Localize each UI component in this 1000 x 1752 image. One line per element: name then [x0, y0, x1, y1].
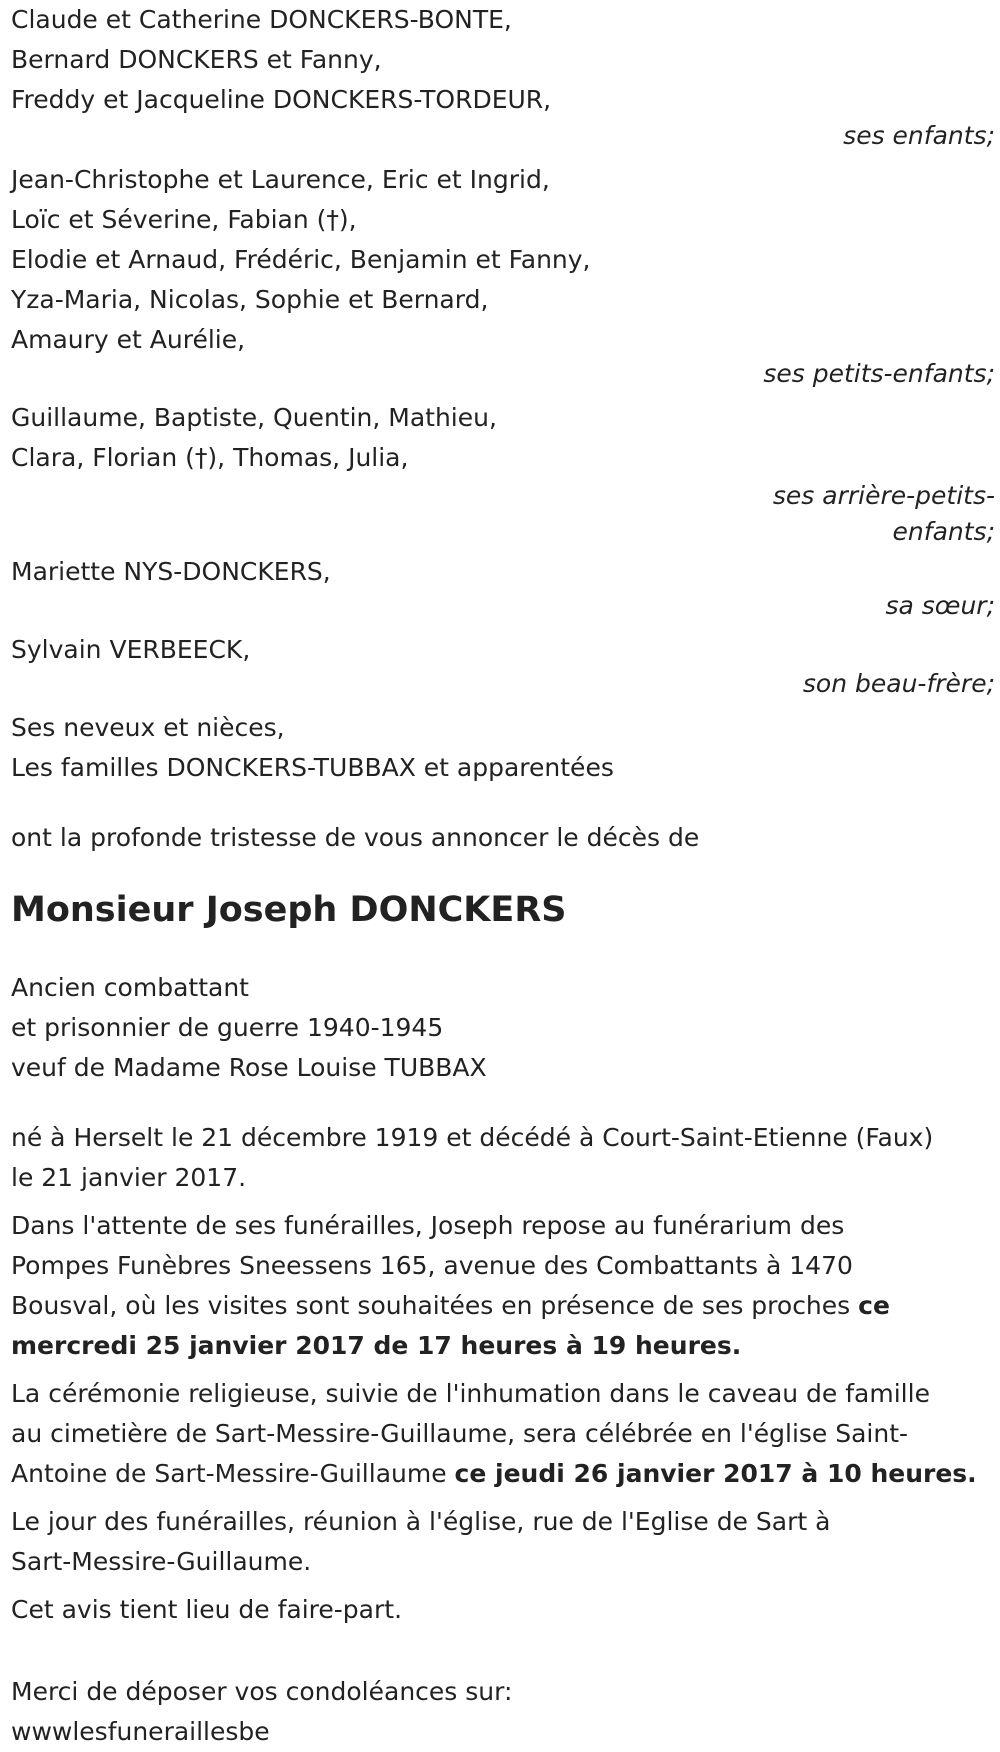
family-line: Guillaume, Baptiste, Quentin, Mathieu, — [11, 403, 497, 432]
paragraph-line — [11, 1286, 995, 1326]
family-line: Claude et Catherine DONCKERS-BONTE, — [11, 5, 512, 34]
birth-death-paragraph — [11, 1118, 995, 1198]
paragraph-line: La cérémonie religieuse, suivie de l'inhumation dans le caveau de famille — [11, 1379, 930, 1408]
family-line: Clara, Florian (†), Thomas, Julia, — [11, 443, 409, 472]
family-line: Les familles DONCKERS-TUBBAX et apparentées — [11, 753, 614, 782]
visit-date-emphasis: mercredi 25 janvier 2017 de 17 heures à 19 heures. — [11, 1331, 742, 1360]
announcement-text: ont la profonde tristesse de vous annoncer le décès de — [11, 823, 700, 852]
family-line: Jean-Christophe et Laurence, Eric et Ingrid, — [11, 165, 550, 194]
family-line: Freddy et Jacqueline DONCKERS-TORDEUR, — [11, 85, 552, 114]
deceased-name: Monsieur Joseph DONCKERS — [11, 890, 567, 930]
relation-label-great-grandchildren: ses arrière-petits- — [772, 481, 995, 510]
deceased-title-line: et prisonnier de guerre 1940-1945 — [11, 1013, 444, 1042]
family-line: Elodie et Arnaud, Frédéric, Benjamin et Fanny, — [11, 245, 591, 274]
paragraph-line: Sart-Messire-Guillaume. — [11, 1547, 312, 1576]
relation-label-great-grandchildren-cont: enfants; — [892, 517, 995, 546]
relation-label-grandchildren: ses petits-enfants; — [763, 359, 995, 388]
family-great-grandchildren-section — [11, 398, 995, 552]
visit-paragraph — [11, 1206, 995, 1366]
deceased-title-line: veuf de Madame Rose Louise TUBBAX — [11, 1053, 487, 1082]
deceased-title-line: Ancien combattant — [11, 973, 249, 1002]
visit-date-emphasis: ce — [858, 1291, 890, 1320]
paragraph-line: Pompes Funèbres Sneessens 165, avenue des Combattants à 1470 — [11, 1251, 853, 1280]
paragraph-line: le 21 janvier 2017. — [11, 1163, 247, 1192]
condolences-section — [11, 1672, 995, 1752]
condolences-text: Merci de déposer vos condoléances sur: — [11, 1677, 513, 1706]
paragraph-line: Le jour des funérailles, réunion à l'église, rue de l'Eglise de Sart à — [11, 1507, 831, 1536]
family-brother-in-law-section — [11, 630, 995, 704]
deceased-titles — [11, 968, 1000, 1088]
meeting-paragraph — [11, 1502, 995, 1582]
paragraph-text: Bousval, où les visites sont souhaitées en présence de ses proches — [11, 1291, 859, 1320]
notice-text: Cet avis tient lieu de faire-part. — [11, 1595, 403, 1624]
relation-label-sister: sa sœur; — [885, 591, 995, 620]
family-line: Sylvain VERBEECK, — [11, 635, 251, 664]
condolences-website-link[interactable]: wwwlesfuneraillesbe — [11, 1717, 270, 1746]
family-grandchildren-section — [11, 160, 995, 394]
family-line: Loïc et Séverine, Fabian (†), — [11, 205, 357, 234]
family-line: Mariette NYS-DONCKERS, — [11, 557, 331, 586]
family-sister-section — [11, 552, 995, 626]
paragraph-line: Dans l'attente de ses funérailles, Joseph repose au funérarium des — [11, 1211, 845, 1240]
paragraph-line: né à Herselt le 21 décembre 1919 et décédé à Court-Saint-Etienne (Faux) — [11, 1123, 934, 1152]
family-line: Bernard DONCKERS et Fanny, — [11, 45, 382, 74]
relation-label-children: ses enfants; — [843, 121, 995, 150]
paragraph-line — [11, 1454, 995, 1494]
family-others-section — [11, 708, 995, 788]
paragraph-text: Antoine de Sart-Messire-Guillaume — [11, 1459, 455, 1488]
paragraph-line: au cimetière de Sart-Messire-Guillaume, sera célébrée en l'église Saint- — [11, 1419, 909, 1448]
relation-label-brother-in-law: son beau-frère; — [802, 669, 995, 698]
family-children-section — [11, 0, 995, 156]
family-line: Amaury et Aurélie, — [11, 325, 246, 354]
family-line: Yza-Maria, Nicolas, Sophie et Bernard, — [11, 285, 489, 314]
family-line: Ses neveux et nièces, — [11, 713, 285, 742]
ceremony-date-emphasis: ce jeudi 26 janvier 2017 à 10 heures. — [454, 1459, 977, 1488]
ceremony-paragraph — [11, 1374, 995, 1494]
